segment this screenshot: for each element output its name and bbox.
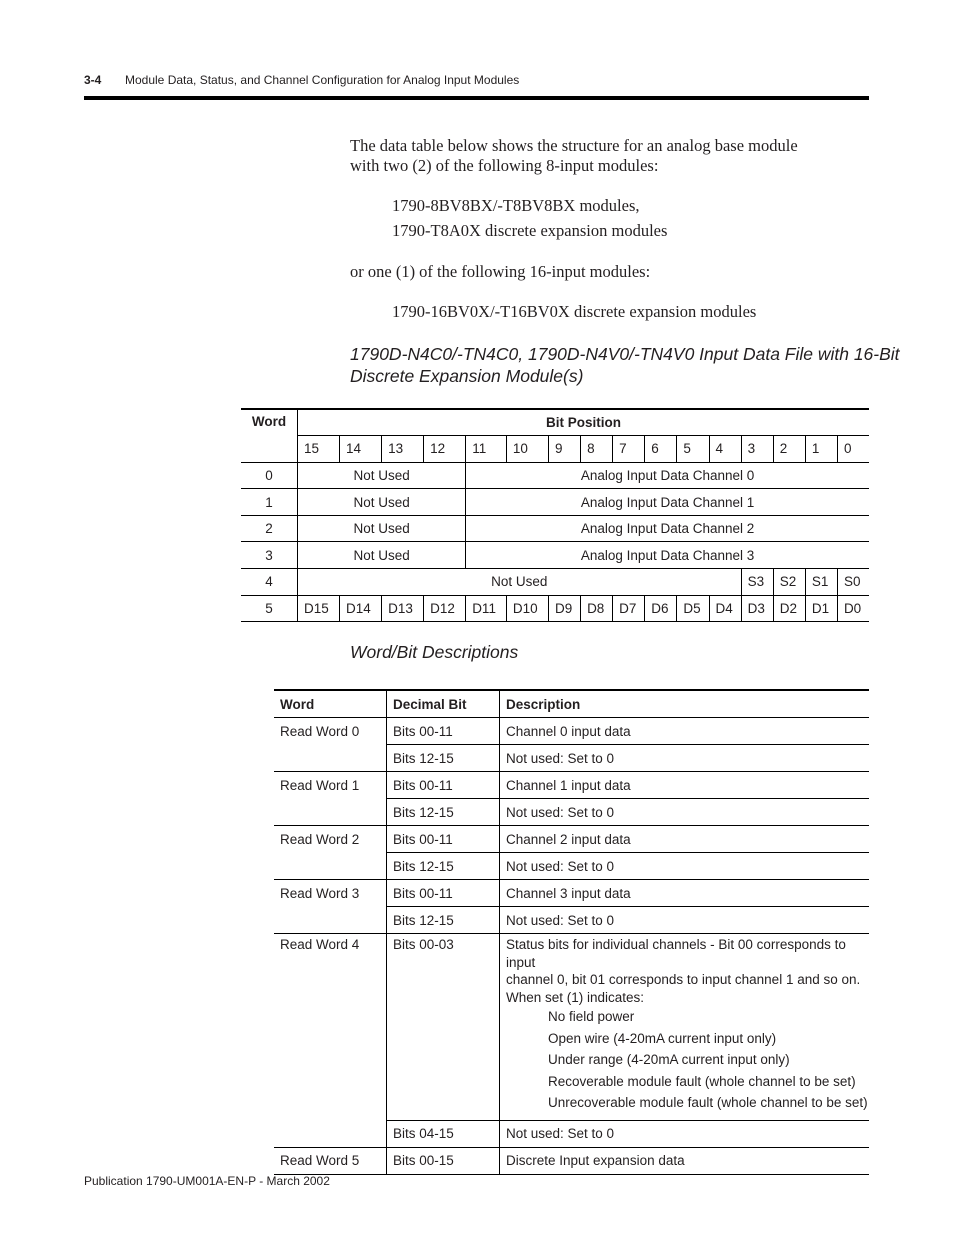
word-number: 0: [241, 462, 298, 489]
discrete-bit: D5: [677, 595, 709, 622]
word-cell: [274, 799, 387, 826]
description-cell: Channel 1 input data: [500, 772, 870, 799]
not-used-cell: Not Used: [298, 569, 742, 596]
table1-caption-line-2: Discrete Expansion Module(s): [350, 366, 584, 386]
intro-line-3: or one (1) of the following 16-input modules:: [350, 262, 651, 281]
not-used-cell: Not Used: [298, 462, 466, 489]
discrete-bit: D14: [340, 595, 382, 622]
bit-number: 4: [709, 436, 741, 463]
word-cell: Read Word 5: [274, 1147, 387, 1174]
word-number: 4: [241, 569, 298, 596]
table-row: [274, 1120, 869, 1147]
table-row: [274, 745, 869, 772]
bit-cell: Bits 00-11: [387, 772, 500, 799]
table-row: [241, 515, 869, 542]
discrete-bit: D0: [837, 595, 869, 622]
bit-cell: Bits 04-15: [387, 1120, 500, 1147]
bit-number: 1: [805, 436, 837, 463]
word-number: 1: [241, 489, 298, 516]
input-data-file-table: [241, 408, 869, 622]
table-row: [274, 934, 869, 1121]
bit-number: 8: [581, 436, 613, 463]
description-cell: Channel 2 input data: [500, 826, 870, 853]
discrete-bit: D4: [709, 595, 741, 622]
chapter-title: Module Data, Status, and Channel Configuration for Analog Input Modules: [125, 73, 520, 87]
discrete-bit: D7: [613, 595, 645, 622]
intro-line-1: The data table below shows the structure for an analog base module: [350, 136, 798, 155]
word-header: Word: [241, 409, 298, 462]
channel-data-cell: Analog Input Data Channel 0: [466, 462, 869, 489]
table-row: [241, 542, 869, 569]
status-description-line: channel 0, bit 01 corresponds to input channel 1 and so on.: [506, 972, 861, 987]
status-bit: S0: [837, 569, 869, 596]
discrete-bit: D1: [805, 595, 837, 622]
description-cell: Channel 3 input data: [500, 880, 870, 907]
bit-cell: Bits 12-15: [387, 745, 500, 772]
word-column-header: Word: [274, 690, 387, 718]
status-description-cell: [500, 934, 870, 1121]
header-rule: [84, 96, 869, 100]
description-cell: Not used: Set to 0: [500, 745, 870, 772]
discrete-bit: D6: [645, 595, 677, 622]
page-header: [84, 73, 520, 87]
word-number: 2: [241, 515, 298, 542]
status-list-item: No field power: [548, 1009, 635, 1024]
intro-line-2: with two (2) of the following 8-input modules:: [350, 156, 659, 175]
bit-number: 12: [424, 436, 466, 463]
table-row: [241, 569, 869, 596]
word-cell: [274, 907, 387, 934]
status-list-item: Open wire (4-20mA current input only): [548, 1030, 777, 1046]
word-cell: [274, 745, 387, 772]
word-cell: [274, 853, 387, 880]
bit-number: 9: [548, 436, 580, 463]
bit-number: 14: [340, 436, 382, 463]
table2-caption: Word/Bit Descriptions: [350, 642, 519, 662]
table-row: [274, 799, 869, 826]
table-row: [274, 907, 869, 934]
channel-data-cell: Analog Input Data Channel 2: [466, 515, 869, 542]
discrete-bit: D12: [424, 595, 466, 622]
discrete-bit: D8: [581, 595, 613, 622]
word-cell: Read Word 4: [280, 937, 360, 952]
description-cell: Not used: Set to 0: [500, 907, 870, 934]
bit-number: 13: [382, 436, 424, 463]
bit-cell: Bits 12-15: [387, 907, 500, 934]
publication-footer: Publication 1790-UM001A-EN-P - March 2002: [84, 1174, 330, 1188]
table-row: [274, 718, 869, 745]
status-description-line: Status bits for individual channels - Bit 00 corresponds to input: [506, 937, 846, 970]
word-cell: Read Word 3: [280, 885, 360, 901]
bit-cell: Bits 00-11: [387, 880, 500, 907]
description-cell: Not used: Set to 0: [500, 799, 870, 826]
bit-numbers-row: [241, 436, 869, 463]
description-cell: Channel 0 input data: [500, 718, 870, 745]
discrete-bit: D2: [773, 595, 805, 622]
bit-number: 15: [298, 436, 340, 463]
bit-number: 11: [466, 436, 507, 463]
table1-header-row: [241, 409, 869, 436]
decimal-bit-column-header: Decimal Bit: [387, 690, 500, 718]
bit-number: 7: [613, 436, 645, 463]
word-cell: Read Word 2: [280, 831, 360, 847]
word-number: 5: [241, 595, 298, 622]
bit-cell: Bits 00-03: [387, 934, 500, 1121]
table1-caption: [350, 343, 900, 387]
bit-number: 0: [837, 436, 869, 463]
discrete-bit: D11: [466, 595, 507, 622]
bit-cell: Bits 00-15: [387, 1147, 500, 1174]
bit-number: 10: [506, 436, 548, 463]
status-bit: S1: [805, 569, 837, 596]
table1-caption-line-1: 1790D-N4C0/-TN4C0, 1790D-N4V0/-TN4V0 Input Data File with 16-Bit: [350, 344, 900, 364]
status-description-line: When set (1) indicates:: [506, 989, 645, 1005]
module-item-2: 1790-T8A0X discrete expansion modules: [392, 221, 668, 240]
word-cell: Read Word 0: [280, 723, 360, 739]
bit-number: 2: [773, 436, 805, 463]
status-bit: S2: [773, 569, 805, 596]
discrete-bit: D3: [741, 595, 773, 622]
status-bit: S3: [741, 569, 773, 596]
table-row: [241, 595, 869, 622]
table2-header-row: [274, 690, 869, 718]
table-row: [274, 880, 869, 907]
bit-number: 5: [677, 436, 709, 463]
table-row: [241, 489, 869, 516]
word-bit-descriptions-table: [274, 689, 869, 1175]
status-list-item: Unrecoverable module fault (whole channel to be set): [548, 1095, 868, 1110]
bit-number: 3: [741, 436, 773, 463]
description-cell: Discrete Input expansion data: [500, 1147, 870, 1174]
table-row: [274, 1147, 869, 1174]
description-column-header: Description: [500, 690, 870, 718]
table-row: [241, 462, 869, 489]
word-cell: Read Word 1: [280, 777, 360, 793]
bit-cell: Bits 00-11: [387, 826, 500, 853]
discrete-bit: D10: [506, 595, 548, 622]
table-row: [274, 772, 869, 799]
description-cell: Not used: Set to 0: [500, 1120, 870, 1147]
channel-data-cell: Analog Input Data Channel 1: [466, 489, 869, 516]
bit-position-header: Bit Position: [298, 409, 870, 436]
not-used-cell: Not Used: [298, 542, 466, 569]
module-item-1: 1790-8BV8BX/-T8BV8BX modules,: [392, 196, 640, 215]
not-used-cell: Not Used: [298, 489, 466, 516]
status-list-item: Recoverable module fault (whole channel to be set): [548, 1073, 856, 1089]
bit-cell: Bits 00-11: [387, 718, 500, 745]
table-row: [274, 826, 869, 853]
discrete-bit: D9: [548, 595, 580, 622]
status-list-item: Under range (4-20mA current input only): [548, 1052, 790, 1067]
bit-cell: Bits 12-15: [387, 799, 500, 826]
table-row: [274, 853, 869, 880]
description-cell: Not used: Set to 0: [500, 853, 870, 880]
discrete-bit: D15: [298, 595, 340, 622]
module-item-3: 1790-16BV0X/-T16BV0X discrete expansion modules: [392, 302, 757, 321]
not-used-cell: Not Used: [298, 515, 466, 542]
word-number: 3: [241, 542, 298, 569]
discrete-bit: D13: [382, 595, 424, 622]
intro-paragraph: [350, 136, 798, 176]
channel-data-cell: Analog Input Data Channel 3: [466, 542, 869, 569]
word-cell: [274, 1120, 387, 1147]
bit-number: 6: [645, 436, 677, 463]
bit-cell: Bits 12-15: [387, 853, 500, 880]
page-number: 3-4: [84, 73, 102, 87]
